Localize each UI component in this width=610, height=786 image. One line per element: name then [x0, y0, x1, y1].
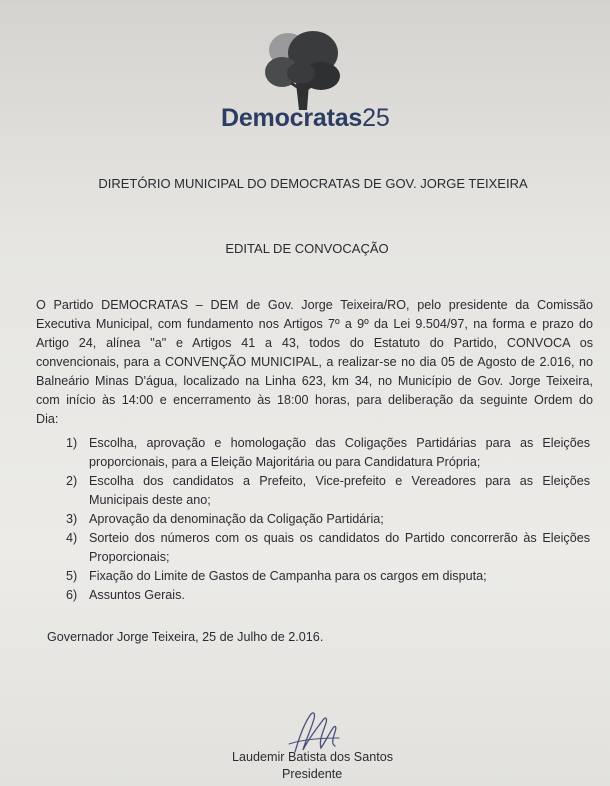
agenda-item-text: Escolha dos candidatos a Prefeito, Vice-prefeito e Vereadores para as Eleições Municipais deste ano;: [89, 474, 590, 507]
agenda-item-text: Sorteio dos números com os quais os candidatos do Partido concorrerão às Eleições Proporcionais;: [89, 531, 590, 564]
place-and-date: Governador Jorge Teixeira, 25 de Julho de 2.016.: [47, 630, 324, 644]
document-title: EDITAL DE CONVOCAÇÃO: [225, 241, 389, 256]
paragraph-line: Artigo 24, alínea "a" e Artigos 41 a 43, todos do Estatuto do Partido, CONVOCA os: [36, 336, 593, 350]
agenda-item: [60, 434, 590, 472]
party-logo: [0, 18, 610, 138]
paragraph-line: O Partido DEMOCRATAS – DEM de Gov. Jorge Teixeira/RO, pelo presidente da Comissão: [36, 298, 593, 312]
tree-logo-icon: [258, 28, 346, 114]
paragraph-line: Balneário Minas D'água, localizado na Linha 623, km 34, no Município de Gov. Jorge Teixeira,: [36, 374, 593, 388]
agenda-item-number: 3): [66, 512, 78, 526]
agenda-item-number: 6): [66, 588, 78, 602]
agenda-item: [60, 510, 590, 529]
agenda-item-text: Fixação do Limite de Gastos de Campanha para os cargos em disputa;: [89, 569, 487, 583]
agenda-item: [60, 472, 590, 510]
agenda-item-number: 4): [66, 531, 78, 545]
agenda-item: [60, 586, 590, 605]
agenda-item-text: Assuntos Gerais.: [89, 588, 185, 602]
agenda-list: [60, 434, 590, 605]
signer-role: Presidente: [282, 767, 343, 781]
paragraph-line: com início às 14:00 e encerramento às 18:00 horas, para deliberação da seguinte Ordem do: [36, 393, 593, 407]
paragraph-line: Dia:: [36, 412, 59, 426]
paragraph-line: convencionais, para a CONVENÇÃO MUNICIPAL, a realizar-se no dia 05 de Agosto de 2.016, no: [36, 355, 593, 369]
brand-number: 25: [362, 104, 390, 132]
agenda-item: [60, 567, 590, 586]
agenda-item-number: 2): [66, 474, 78, 488]
signer-name: Laudemir Batista dos Santos: [232, 750, 394, 764]
agenda-item-number: 1): [66, 436, 78, 450]
brand-wordmark: [221, 104, 390, 133]
organization-heading: DIRETÓRIO MUNICIPAL DO DEMOCRATAS DE GOV. JORGE TEIXEIRA: [98, 176, 528, 191]
paragraph-line: Executiva Municipal, com fundamento nos Artigos 7º a 9º da Lei 9.504/97, na forma e prazo do: [36, 317, 593, 331]
agenda-item: [60, 529, 590, 567]
agenda-item-text: Aprovação da denominação da Coligação Partidária;: [89, 512, 384, 526]
agenda-item-number: 5): [66, 569, 78, 583]
brand-name: Democratas: [221, 104, 363, 132]
convocation-paragraph: [36, 296, 593, 429]
agenda-item-text: Escolha, aprovação e homologação das Coligações Partidárias para as Eleições proporcionais, para a Eleição Majoritária ou para Candidatura Própria;: [89, 436, 590, 469]
